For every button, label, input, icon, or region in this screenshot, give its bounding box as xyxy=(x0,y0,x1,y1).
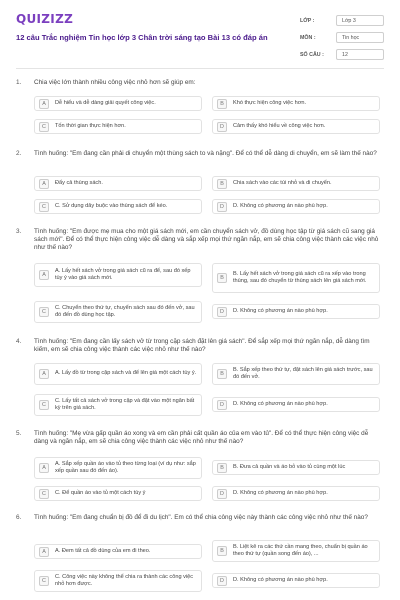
option-text: A. Đem tất cả đồ dùng của em đi theo. xyxy=(55,547,151,554)
option-text: A. Sắp xếp quần áo vào tủ theo từng loại (ví dụ như: sắp xếp quần sau đó đến áo). xyxy=(55,460,196,474)
page-title: 12 câu Trắc nghiệm Tin học lớp 3 Chân trời sáng tạo Bài 13 có đáp án xyxy=(16,33,268,42)
option-d[interactable] xyxy=(212,119,380,134)
option-text: B. Liệt kê ra các thứ cần mang theo, chuẩn bị quần áo theo thứ tự (quần song đến áo), ... xyxy=(233,543,368,557)
option-text: D. Không có phương án nào phù hợp. xyxy=(233,489,328,496)
option-d[interactable] xyxy=(212,304,380,319)
option-a[interactable] xyxy=(34,363,202,385)
option-letter: C xyxy=(39,307,49,317)
question-number: 4. xyxy=(16,338,22,345)
question-text: Tình huống: "Em được mẹ mua cho một giá sách mới, em cần chuyển sách vở, đồ dùng học tập từ giá sách cũ sang giá sách mới". Để có thể thực hiện công việc dễ dàng và sắp xếp mọi thứ ngăn nắp, em sẽ chia công việc thành các việc nhỏ như thế nào? xyxy=(34,228,379,251)
option-d[interactable] xyxy=(212,199,380,214)
option-c[interactable] xyxy=(34,301,202,323)
option-letter: A xyxy=(39,99,49,109)
option-letter: D xyxy=(217,122,227,132)
option-letter: D xyxy=(217,202,227,212)
option-letter: B xyxy=(217,463,227,473)
meta-row-subject xyxy=(300,31,384,44)
option-c[interactable] xyxy=(34,199,202,214)
quizizz-logo: QUIZIZZ xyxy=(16,12,74,26)
option-c[interactable] xyxy=(34,486,202,501)
option-text: D. Không có phương án nào phù hợp. xyxy=(233,202,328,209)
option-b[interactable] xyxy=(212,96,380,111)
option-letter: C xyxy=(39,489,49,499)
option-a[interactable] xyxy=(34,176,202,191)
option-text: Tốn thời gian thực hiện hơn. xyxy=(55,122,126,129)
option-b[interactable] xyxy=(212,363,380,385)
question-text: Tình huống: "Em đang chuẩn bị đồ để đi du lịch". Em có thể chia công việc này thành các công việc nhỏ như thế nào? xyxy=(34,514,368,521)
option-c[interactable] xyxy=(34,570,202,592)
question-number: 3. xyxy=(16,228,22,235)
option-letter: A xyxy=(39,463,49,473)
meta-row-class xyxy=(300,14,384,27)
option-letter: C xyxy=(39,576,49,586)
meta-row-count xyxy=(300,48,384,61)
option-letter: A xyxy=(39,369,49,379)
option-text: C. Công việc này không thể chia ra thành các công việc nhỏ hơn được. xyxy=(55,573,194,587)
option-letter: C xyxy=(39,400,49,410)
option-letter: A xyxy=(39,270,49,280)
option-text: C. Chuyển theo thứ tự, chuyển sách sau đó đến vở, sau đó đến đồ dùng học tập. xyxy=(55,304,195,318)
option-d[interactable] xyxy=(212,573,380,588)
meta-panel xyxy=(300,14,384,65)
option-text: C. Để quần áo vào tủ một cách tùy ý xyxy=(55,489,146,496)
question-number: 1. xyxy=(16,79,22,86)
option-text: A. Lấy hết sách vở trong giá sách cũ ra để, sau đó xếp tùy ý vào giá sách mới. xyxy=(55,267,191,281)
option-letter: B xyxy=(217,99,227,109)
option-letter: D xyxy=(217,489,227,499)
option-letter: B xyxy=(217,273,227,283)
meta-label: LỚP : xyxy=(300,17,315,24)
meta-value-class: Lớp 3 xyxy=(336,15,384,26)
question-text: Tình huống: "Mẹ vừa gấp quần áo xong và em cần phải cất quần áo của em vào tủ". Để có thể thực hiện công việc dễ dàng và ngăn nắp, em sẽ chia công việc thành các việc nhỏ như thế nào? xyxy=(34,430,369,445)
option-letter: D xyxy=(217,576,227,586)
option-b[interactable] xyxy=(212,540,380,562)
option-a[interactable] xyxy=(34,96,202,111)
option-a[interactable] xyxy=(34,457,202,479)
meta-label: MÔN : xyxy=(300,34,316,41)
option-text: D. Không có phương án nào phù hợp. xyxy=(233,307,328,314)
meta-value-count: 12 xyxy=(336,49,384,60)
option-b[interactable] xyxy=(212,460,380,475)
option-text: Cảm thấy khó hiểu về công việc hơn. xyxy=(233,122,326,129)
option-b[interactable] xyxy=(212,263,380,293)
option-text: A. Lấy đồ từ trong cặp sách và để lên giá một cách tùy ý. xyxy=(55,370,197,377)
option-text: Chia sách vào các túi nhỏ và di chuyển. xyxy=(233,179,332,186)
question-text: Tình huống: "Em đang cần lấy sách vở từ trong cặp sách đặt lên giá sách". Để sắp xếp mọi thứ ngăn nắp, dễ dàng tìm kiếm, em sẽ chia công việc thành các việc nhỏ như thế nào? xyxy=(34,338,370,353)
option-text: C. Sử dụng dây buộc vào thùng sách để kéo. xyxy=(55,202,168,209)
question-number: 6. xyxy=(16,514,22,521)
option-c[interactable] xyxy=(34,394,202,416)
option-letter: B xyxy=(217,179,227,189)
option-a[interactable] xyxy=(34,544,202,559)
option-letter: D xyxy=(217,307,227,317)
option-text: Dễ hiểu và dễ dàng giải quyết công việc. xyxy=(55,99,156,106)
option-text: D. Không có phương án nào phù hợp. xyxy=(233,400,328,407)
option-b[interactable] xyxy=(212,176,380,191)
option-text: D. Không có phương án nào phù hợp. xyxy=(233,576,328,583)
option-text: B. Đưa cả quần và áo bỏ vào tủ cùng một lúc xyxy=(233,463,346,470)
option-text: B. Lấy hết sách vở trong giá sách cũ ra xếp vào trong thùng, sau đó chuyển từ thùng sách lên giá sách mới. xyxy=(233,270,367,284)
option-text: Khó thực hiện công việc hơn. xyxy=(233,99,307,106)
option-letter: A xyxy=(39,179,49,189)
option-c[interactable] xyxy=(34,119,202,134)
option-d[interactable] xyxy=(212,486,380,501)
option-letter: C xyxy=(39,122,49,132)
question-text: Chia việc lớn thành nhiều công việc nhỏ hơn sẽ giúp em: xyxy=(34,79,196,86)
meta-value-subject: Tin học xyxy=(336,32,384,43)
question-text: Tình huống: "Em đang cần phải di chuyển một thùng sách to và nặng". Để có thể dễ dàng di chuyển, em sẽ làm thế nào? xyxy=(34,150,377,157)
option-letter: A xyxy=(39,547,49,557)
question-number: 2. xyxy=(16,150,22,157)
option-d[interactable] xyxy=(212,397,380,412)
option-letter: B xyxy=(217,546,227,556)
option-text: B. Sắp xếp theo thứ tự, đặt sách lên giá sách trước, sau đó đến vở. xyxy=(233,366,373,380)
option-a[interactable] xyxy=(34,263,202,287)
option-letter: C xyxy=(39,202,49,212)
meta-label: SỐ CÂU : xyxy=(300,51,324,58)
header-divider xyxy=(16,68,384,69)
question-number: 5. xyxy=(16,430,22,437)
option-letter: D xyxy=(217,400,227,410)
option-text: Đẩy cả thùng sách. xyxy=(55,179,103,186)
option-text: C. Lấy tất cả sách vở trong cặp và đặt vào một ngăn bất kỳ trên giá sách. xyxy=(55,397,195,411)
option-letter: B xyxy=(217,369,227,379)
